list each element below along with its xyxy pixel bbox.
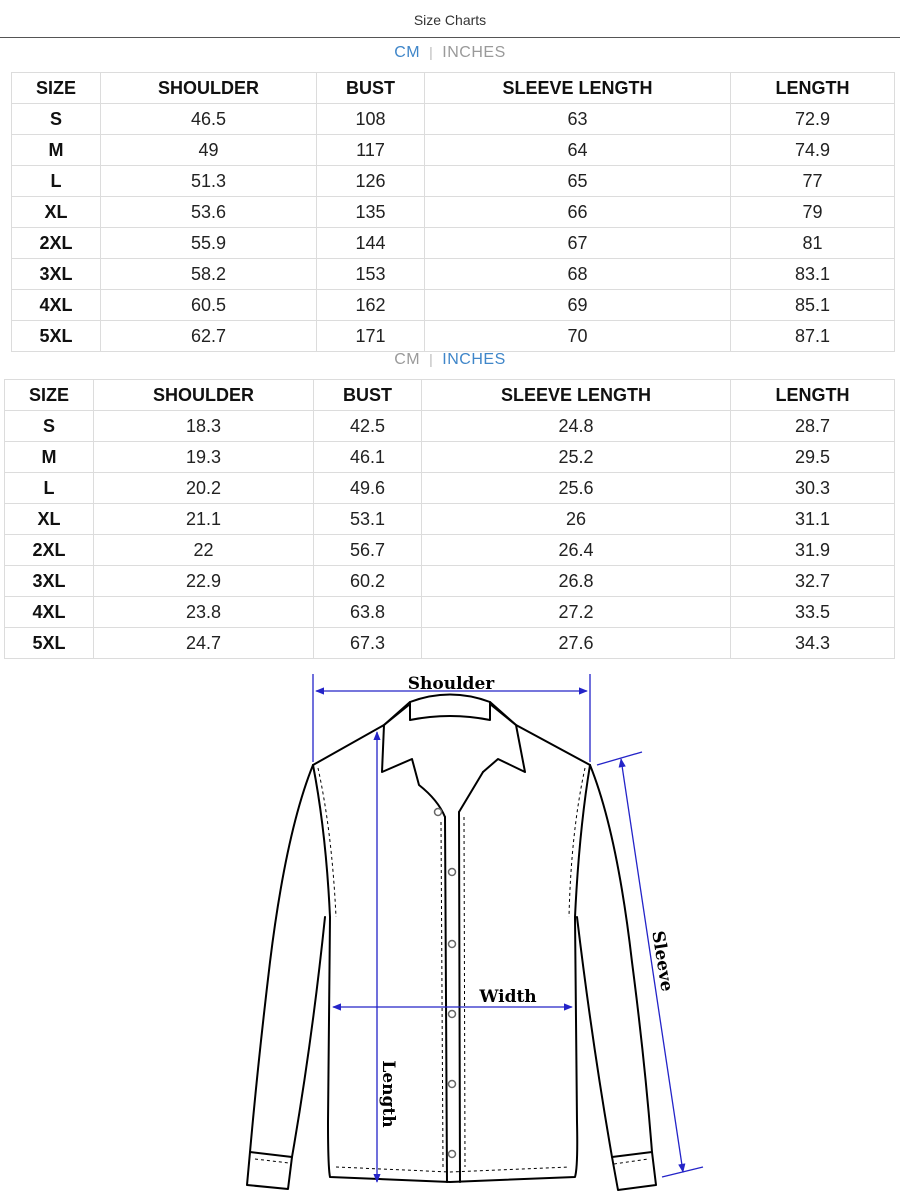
- measurement-cell: 18.3: [94, 411, 314, 442]
- measurement-cell: 31.9: [731, 535, 895, 566]
- column-header: LENGTH: [731, 380, 895, 411]
- size-cell: 5XL: [12, 321, 101, 352]
- table-header-row: [5, 380, 895, 411]
- size-cell: L: [12, 166, 101, 197]
- unit-tab-inches[interactable]: INCHES: [442, 351, 506, 368]
- measurement-cell: 20.2: [94, 473, 314, 504]
- table-row: [12, 104, 895, 135]
- column-header: SLEEVE LENGTH: [425, 73, 731, 104]
- measurement-cell: 19.3: [94, 442, 314, 473]
- column-header: SLEEVE LENGTH: [422, 380, 731, 411]
- measurement-cell: 77: [731, 166, 895, 197]
- unit-toggle-cm-section: [0, 44, 900, 62]
- measurement-cell: 60.2: [314, 566, 422, 597]
- measurement-cell: 26.8: [422, 566, 731, 597]
- table-row: [5, 597, 895, 628]
- measurement-cell: 65: [425, 166, 731, 197]
- measurement-cell: 108: [317, 104, 425, 135]
- measurement-cell: 26.4: [422, 535, 731, 566]
- measurement-cell: 56.7: [314, 535, 422, 566]
- table-header-row: [12, 73, 895, 104]
- measurement-cell: 25.2: [422, 442, 731, 473]
- size-cell: M: [12, 135, 101, 166]
- size-cell: S: [12, 104, 101, 135]
- shirt-measurement-diagram: [0, 662, 900, 1200]
- measurement-cell: 55.9: [101, 228, 317, 259]
- measurement-cell: 46.5: [101, 104, 317, 135]
- stitching: [255, 768, 648, 1172]
- measurement-cell: 69: [425, 290, 731, 321]
- measurement-cell: 135: [317, 197, 425, 228]
- table-row: [12, 228, 895, 259]
- length-label: Length: [378, 1060, 398, 1128]
- size-cell: L: [5, 473, 94, 504]
- measurement-cell: 22: [94, 535, 314, 566]
- measurement-cell: 32.7: [731, 566, 895, 597]
- size-cell: 4XL: [12, 290, 101, 321]
- measurement-cell: 79: [731, 197, 895, 228]
- table-row: [5, 535, 895, 566]
- unit-separator: |: [429, 44, 434, 60]
- table-row: [12, 259, 895, 290]
- width-label: Width: [479, 987, 537, 1007]
- measurement-cell: 25.6: [422, 473, 731, 504]
- size-cell: M: [5, 442, 94, 473]
- measurement-cell: 49: [101, 135, 317, 166]
- column-header: BUST: [317, 73, 425, 104]
- measurement-cell: 53.6: [101, 197, 317, 228]
- table-body: [12, 104, 895, 352]
- measurement-cell: 83.1: [731, 259, 895, 290]
- size-cell: XL: [5, 504, 94, 535]
- measurement-cell: 72.9: [731, 104, 895, 135]
- measurement-cell: 24.8: [422, 411, 731, 442]
- measurement-cell: 64: [425, 135, 731, 166]
- measurement-cell: 42.5: [314, 411, 422, 442]
- table-row: [5, 504, 895, 535]
- measurement-cell: 63: [425, 104, 731, 135]
- measurement-cell: 24.7: [94, 628, 314, 659]
- size-table-inches: [4, 379, 895, 659]
- measurement-cell: 87.1: [731, 321, 895, 352]
- unit-toggle-inches-section: [0, 351, 900, 369]
- column-header: BUST: [314, 380, 422, 411]
- table-row: [5, 628, 895, 659]
- column-header: SHOULDER: [94, 380, 314, 411]
- unit-tab-cm[interactable]: CM: [394, 351, 421, 368]
- size-cell: 5XL: [5, 628, 94, 659]
- measurement-cell: 162: [317, 290, 425, 321]
- sleeve-measure: [597, 752, 703, 1177]
- measurement-cell: 144: [317, 228, 425, 259]
- size-cell: 2XL: [12, 228, 101, 259]
- measurement-cell: 126: [317, 166, 425, 197]
- measurement-cell: 30.3: [731, 473, 895, 504]
- size-charts-title: Size Charts: [0, 0, 900, 38]
- column-header: SIZE: [12, 73, 101, 104]
- measurement-cell: 74.9: [731, 135, 895, 166]
- measurement-cell: 53.1: [314, 504, 422, 535]
- measurement-cell: 117: [317, 135, 425, 166]
- measurement-cell: 58.2: [101, 259, 317, 290]
- size-cell: 3XL: [5, 566, 94, 597]
- table-row: [12, 197, 895, 228]
- measurement-cell: 31.1: [731, 504, 895, 535]
- table-row: [12, 321, 895, 352]
- measurement-cell: 21.1: [94, 504, 314, 535]
- table-row: [5, 566, 895, 597]
- measurement-cell: 67: [425, 228, 731, 259]
- column-header: SHOULDER: [101, 73, 317, 104]
- size-cell: 2XL: [5, 535, 94, 566]
- measurement-cell: 70: [425, 321, 731, 352]
- column-header: SIZE: [5, 380, 94, 411]
- measurement-cell: 28.7: [731, 411, 895, 442]
- measurement-cell: 29.5: [731, 442, 895, 473]
- table-body: [5, 411, 895, 659]
- table-row: [5, 411, 895, 442]
- column-header: LENGTH: [731, 73, 895, 104]
- measurement-cell: 85.1: [731, 290, 895, 321]
- shoulder-label: Shoulder: [407, 674, 495, 694]
- size-cell: 3XL: [12, 259, 101, 290]
- table-row: [12, 290, 895, 321]
- measurement-cell: 27.2: [422, 597, 731, 628]
- unit-tab-cm[interactable]: CM: [394, 44, 421, 61]
- measurement-cell: 33.5: [731, 597, 895, 628]
- sleeve-label: Sleeve: [647, 929, 677, 993]
- table-row: [12, 135, 895, 166]
- measurement-cell: 26: [422, 504, 731, 535]
- measurement-cell: 153: [317, 259, 425, 290]
- measurement-cell: 67.3: [314, 628, 422, 659]
- measurement-cell: 22.9: [94, 566, 314, 597]
- unit-tab-inches[interactable]: INCHES: [442, 44, 506, 61]
- size-cell: XL: [12, 197, 101, 228]
- measurement-cell: 81: [731, 228, 895, 259]
- size-cell: 4XL: [5, 597, 94, 628]
- measurement-cell: 51.3: [101, 166, 317, 197]
- measurement-cell: 27.6: [422, 628, 731, 659]
- table-row: [5, 473, 895, 504]
- measurement-cell: 46.1: [314, 442, 422, 473]
- measurement-cell: 60.5: [101, 290, 317, 321]
- measurement-cell: 63.8: [314, 597, 422, 628]
- measurement-cell: 171: [317, 321, 425, 352]
- measurement-cell: 34.3: [731, 628, 895, 659]
- unit-separator: |: [429, 351, 434, 367]
- table-row: [5, 442, 895, 473]
- measurement-cell: 68: [425, 259, 731, 290]
- measurement-cell: 62.7: [101, 321, 317, 352]
- size-table-cm: [11, 72, 895, 352]
- measurement-cell: 23.8: [94, 597, 314, 628]
- measurement-cell: 49.6: [314, 473, 422, 504]
- size-cell: S: [5, 411, 94, 442]
- measurement-cell: 66: [425, 197, 731, 228]
- table-row: [12, 166, 895, 197]
